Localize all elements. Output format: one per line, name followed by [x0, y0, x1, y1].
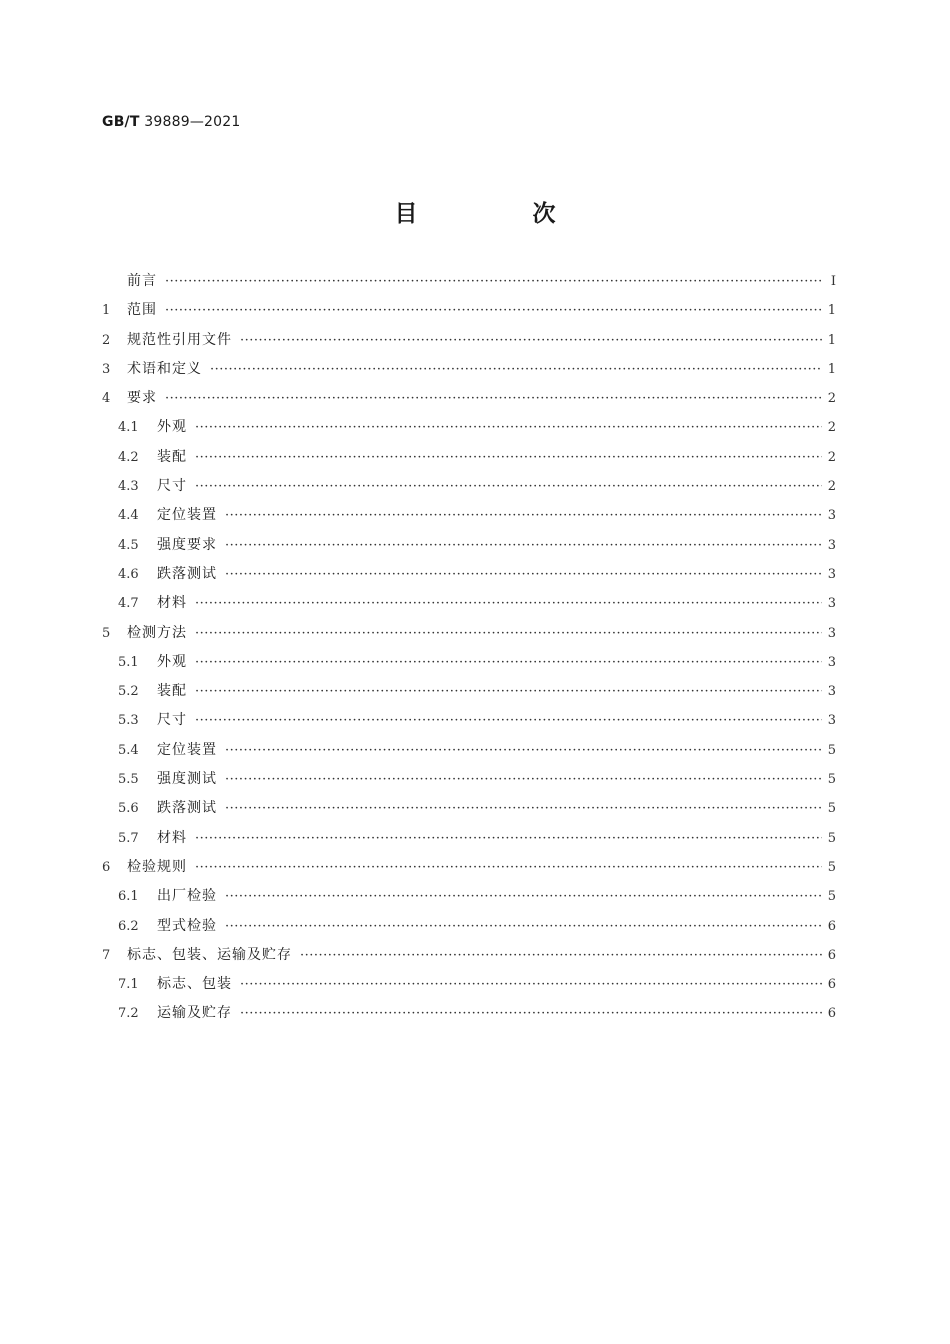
toc-entry-number: 5	[102, 625, 111, 641]
toc-entry-label: 尺寸	[157, 478, 187, 495]
toc-entry[interactable]	[102, 475, 836, 504]
toc-entry-label: 检验规则	[127, 858, 187, 875]
toc-dot-leader	[195, 684, 822, 699]
toc-entry-label: 强度测试	[157, 771, 217, 788]
toc-entry-label: 尺寸	[157, 712, 187, 729]
toc-entry-number: 1	[102, 303, 111, 319]
toc-entry-page: 3	[827, 508, 836, 524]
toc-entry[interactable]	[102, 915, 836, 944]
toc-entry[interactable]	[102, 944, 836, 973]
toc-dot-leader	[195, 596, 822, 611]
toc-entry-label: 跌落测试	[157, 565, 217, 582]
toc-entry[interactable]	[102, 885, 836, 914]
toc-entry-page: 5	[827, 801, 836, 817]
toc-entry-number: 4.6	[118, 566, 139, 582]
toc-dot-leader	[210, 362, 822, 377]
toc-entry[interactable]	[102, 768, 836, 797]
toc-entry-number: 4.5	[118, 537, 139, 553]
toc-entry[interactable]	[102, 446, 836, 475]
toc-entry-number: 5.2	[118, 684, 139, 700]
toc-entry-label: 规范性引用文件	[127, 331, 232, 348]
toc-entry-page: 3	[827, 684, 836, 700]
toc-dot-leader	[195, 655, 822, 670]
toc-dot-leader	[240, 1006, 822, 1021]
toc-entry-number: 6.2	[118, 918, 139, 934]
toc-entry[interactable]	[102, 680, 836, 709]
toc-entry-label: 跌落测试	[157, 800, 217, 817]
toc-entry[interactable]	[102, 797, 836, 826]
toc-dot-leader	[195, 479, 822, 494]
toc-dot-leader	[195, 450, 822, 465]
standard-code	[102, 114, 240, 130]
toc-entry-label: 运输及贮存	[157, 1005, 232, 1022]
toc-entry[interactable]	[102, 856, 836, 885]
toc-entry-label: 装配	[157, 683, 187, 700]
toc-entry-page: 6	[827, 1006, 836, 1022]
toc-entry-page: 3	[827, 654, 836, 670]
toc-entry-page: 2	[827, 391, 836, 407]
toc-entry-page: 1	[827, 361, 836, 377]
toc-entry[interactable]	[102, 592, 836, 621]
toc-entry-page: 5	[827, 742, 836, 758]
toc-entry-label: 外观	[157, 653, 187, 670]
toc-entry-page: 3	[827, 625, 836, 641]
toc-entry-page: 5	[827, 830, 836, 846]
toc-dot-leader	[300, 948, 822, 963]
toc-entry-number: 6	[102, 859, 111, 875]
toc-entry-page: 3	[827, 713, 836, 729]
toc-entry-label: 定位装置	[157, 507, 217, 524]
toc-entry-number: 6.1	[118, 889, 139, 905]
toc-entry-label: 强度要求	[157, 536, 217, 553]
toc-entry[interactable]	[102, 329, 836, 358]
table-of-contents	[102, 270, 836, 1032]
toc-dot-leader	[225, 538, 822, 553]
toc-entry-number: 4.7	[118, 596, 139, 612]
toc-entry-page: 3	[827, 566, 836, 582]
toc-entry-page: 5	[827, 889, 836, 905]
toc-entry-number: 4.3	[118, 479, 139, 495]
toc-entry-number: 4.1	[118, 420, 139, 436]
toc-entry-number: 5.7	[118, 830, 139, 846]
page-title: 目 次	[394, 201, 602, 227]
toc-entry[interactable]	[102, 709, 836, 738]
toc-entry-label: 标志、包装	[157, 976, 232, 993]
standard-prefix: GB/T	[102, 114, 140, 130]
toc-entry-page: 2	[827, 479, 836, 495]
toc-dot-leader	[195, 420, 822, 435]
toc-entry-label: 装配	[157, 448, 187, 465]
toc-entry-page: 2	[827, 420, 836, 436]
toc-entry-label: 要求	[127, 390, 157, 407]
toc-entry-number: 4.4	[118, 508, 139, 524]
toc-entry-label: 定位装置	[157, 741, 217, 758]
toc-entry-page: 3	[827, 537, 836, 553]
toc-entry-number: 7	[102, 947, 111, 963]
toc-entry-number: 4.2	[118, 449, 139, 465]
toc-dot-leader	[225, 919, 822, 934]
toc-entry-page: 6	[827, 977, 836, 993]
toc-dot-leader	[225, 508, 822, 523]
toc-entry[interactable]	[102, 270, 836, 299]
toc-dot-leader	[225, 801, 822, 816]
toc-entry-label: 外观	[157, 419, 187, 436]
toc-dot-leader	[195, 831, 822, 846]
standard-number: 39889—2021	[144, 114, 241, 130]
toc-dot-leader	[225, 743, 822, 758]
toc-entry-number: 5.4	[118, 742, 139, 758]
toc-entry-label: 材料	[157, 595, 187, 612]
toc-dot-leader	[240, 333, 822, 348]
toc-entry[interactable]	[102, 973, 836, 1002]
toc-entry-label: 标志、包装、运输及贮存	[127, 946, 292, 963]
toc-dot-leader	[165, 274, 822, 289]
toc-entry[interactable]	[102, 534, 836, 563]
toc-entry[interactable]	[102, 299, 836, 328]
toc-dot-leader	[240, 977, 822, 992]
toc-entry[interactable]	[102, 358, 836, 387]
toc-entry[interactable]	[102, 1002, 836, 1031]
toc-entry[interactable]	[102, 387, 836, 416]
toc-entry-number: 3	[102, 361, 111, 377]
toc-entry-label: 前言	[127, 273, 157, 289]
toc-entry[interactable]	[102, 622, 836, 651]
toc-entry-page: 1	[827, 303, 836, 319]
toc-entry-page: 6	[827, 918, 836, 934]
toc-entry-label: 术语和定义	[127, 360, 202, 377]
toc-dot-leader	[225, 772, 822, 787]
toc-entry-number: 7.2	[118, 1006, 139, 1022]
toc-entry-page: 3	[827, 596, 836, 612]
toc-entry-label: 检测方法	[127, 624, 187, 641]
toc-entry-number: 5.6	[118, 801, 139, 817]
toc-dot-leader	[195, 626, 822, 641]
toc-entry-number: 4	[102, 391, 111, 407]
toc-entry-page: 1	[827, 332, 836, 348]
toc-dot-leader	[195, 713, 822, 728]
toc-entry-number: 5.3	[118, 713, 139, 729]
toc-entry-page: 5	[827, 859, 836, 875]
toc-entry-label: 型式检验	[157, 917, 217, 934]
toc-entry[interactable]	[102, 739, 836, 768]
toc-entry[interactable]	[102, 827, 836, 856]
toc-entry-number: 5.5	[118, 772, 139, 788]
toc-entry-page: Ⅰ	[830, 274, 836, 289]
toc-dot-leader	[165, 303, 822, 318]
toc-dot-leader	[225, 567, 822, 582]
toc-entry-page: 5	[827, 772, 836, 788]
toc-entry[interactable]	[102, 563, 836, 592]
toc-entry[interactable]	[102, 416, 836, 445]
toc-entry-label: 范围	[127, 302, 157, 319]
toc-dot-leader	[195, 860, 822, 875]
toc-entry-page: 2	[827, 449, 836, 465]
toc-entry-number: 2	[102, 332, 111, 348]
toc-entry[interactable]	[102, 651, 836, 680]
toc-entry[interactable]	[102, 504, 836, 533]
toc-entry-label: 材料	[157, 829, 187, 846]
toc-entry-page: 6	[827, 947, 836, 963]
toc-entry-number: 5.1	[118, 654, 139, 670]
toc-entry-label: 出厂检验	[157, 888, 217, 905]
toc-dot-leader	[225, 889, 822, 904]
toc-dot-leader	[165, 391, 822, 406]
toc-entry-number: 7.1	[118, 977, 139, 993]
